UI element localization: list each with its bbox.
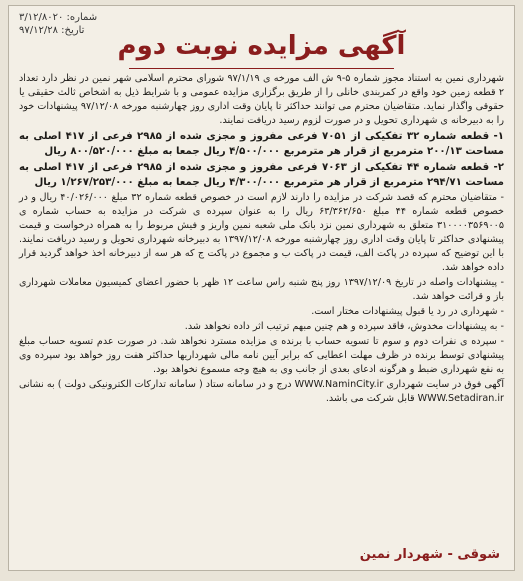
condition-deposit: - متقاضیان محترم که قصد شرکت در مزایده را دارند لازم است در خصوص قطعه شماره ۳۲ مبلغ ۴۰/۰۲۶/۰۰۰ ریال و در خصوص قطعه شماره ۴۴ مبلغ ۶۳/۳۶۲/۶۵۰ ریال را به عنوان سپرده ی شرکت در مزایده به حساب شماره ی ۳۱۰۰۰۰۳۵۶۹۰۰۵ متعلق به شهرداری نمین نزد بانک ملی شعبه نمین واریز و فیش مربوط را به همراه درخواست و قیمت پیشنهادی حداکثر تا پایان وقت اداری روز چهارشنبه مورخه ۱۳۹۷/۱۲/۰۸ به دبیرخانه شهرداری تحویل و رسید دریافت نمایند. با این توضیح که سپرده در پاکت الف، قیمت در پاکت ب و مجموع در پاکت ج که هر سه از دبیرخانه اخذ خواهد گردید قرار داده خواهد شد.: [19, 192, 504, 273]
page-title: آگهی مزایده نوبت دوم: [117, 31, 406, 61]
item-1: ۱- قطعه شماره ۳۲ تفکیکی از ۷۰۵۱ فرعی مفروز و مجزی شده از ۲۹۸۵ فرعی از ۴۱۷ اصلی به مساحت ۲۰۰/۱۳ مترمربع از قرار هر مترمربع ۴/۵۰۰/۰۰۰ ریال جمعا به مبلغ ۸۰۰/۵۲۰/۰۰۰ ریال: [19, 131, 504, 157]
item-2: ۲- قطعه شماره ۴۴ تفکیکی از ۷۰۶۳ فرعی مفروز و مجزی شده از ۲۹۸۵ فرعی از ۴۱۷ اصلی به مساحت ۲۹۴/۷۱ مترمربع از قرار هر مترمربع ۴/۳۰۰/۰۰۰ ریال جمعا به مبلغ ۱/۲۶۷/۲۵۳/۰۰۰ ریال: [19, 162, 504, 188]
title-divider: [129, 68, 394, 69]
advertisement-body: [19, 72, 504, 407]
condition-rights: - شهرداری در رد یا قبول پیشنهادات مختار است.: [311, 306, 504, 317]
intro-paragraph: شهرداری نمین به استناد مجوز شماره ۵-۹ ش الف مورخه ی ۹۷/۱/۱۹ شورای محترم اسلامی شهر نمین در نظر دارد تعداد ۲ قطعه زمین خود واقع در کمربندی خانلی را از طریق برگزاری مزایده عمومی و با شرایط ذیل به اشخاص ثالث حقیقی یا حقوقی واگذار نماید. متقاضیان محترم می توانند حداکثر تا پایان وقت اداری روز چهارشنبه مورخه ۹۷/۱۲/۰۸ پیشنهادات خود را به دبیرخانه ی شهرداری تحویل و در صورت لزوم رسید دریافت نمایند.: [19, 73, 504, 126]
advertisement-page: [8, 5, 515, 571]
condition-refund: - سپرده ی نفرات دوم و سوم تا تسویه حساب با برنده ی مزایده مسترد نخواهد شد. در صورت عدم تسویه حساب مبلغ پیشنهادی توسط برنده در ظرف مهلت اعطایی که برابر آیین نامه مالی شهرداریها حداکثر هفت روز خواهد بود سپرده وی به نفع شهرداری ضبط و هرگونه ادعای بعدی از جانب وی به هیچ وجه مسموع نخواهد بود.: [19, 336, 504, 375]
reference-date: تاریخ: ۹۷/۱۲/۲۸: [19, 25, 85, 36]
website-note: آگهی فوق در سایت شهرداری WWW.NaminCity.ir درج و در سامانه ستاد ( سامانه تدارکات الکترونیکی دولت ) به نشانی WWW.Setadiran.ir قابل شرکت می باشد.: [19, 379, 504, 404]
reference-number: شماره: ۳/۱۲/۸۰۲۰: [19, 12, 98, 23]
condition-invalid: - به پیشنهادات مخدوش، فاقد سپرده و هم چنین مبهم ترتیب اثر داده نخواهد شد.: [184, 321, 504, 332]
condition-opening: - پیشنهادات واصله در تاریخ ۱۳۹۷/۱۲/۰۹ روز پنج شنبه راس ساعت ۱۲ ظهر با حضور اعضای کمیسیون معاملات شهرداری باز و قرائت خواهد شد.: [19, 277, 505, 302]
signature: شوقی - شهردار نمین: [359, 547, 500, 562]
